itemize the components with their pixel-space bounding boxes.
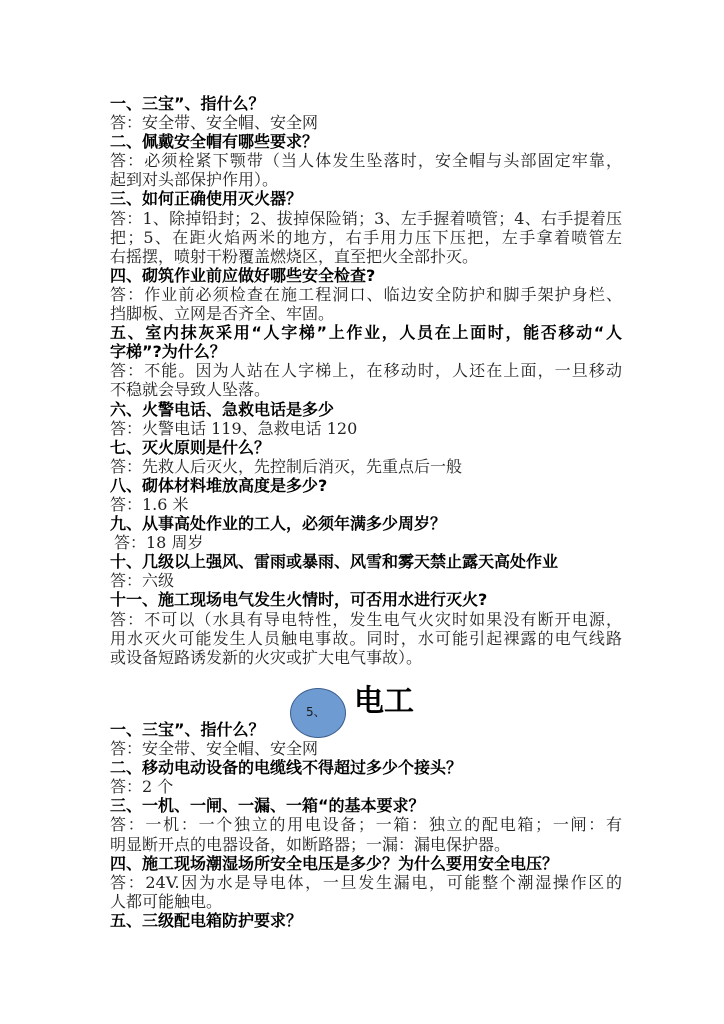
question-line: 三、如何正确使用灭火器？ (110, 189, 303, 209)
answer-line: 答：24V.因为水是导电体，一旦发生漏电，可能整个潮湿操作区的 (110, 872, 622, 892)
question-line: 三、一机、一闸、一漏、一箱“的基本要求？ (110, 796, 425, 816)
question-line: 五、三级配电箱防护要求？ (110, 910, 303, 930)
answer-line: 答：1、除掉铅封；2、拔掉保险销；3、左手握着喷管；4、右手提着压 (110, 208, 622, 228)
answer-line: 答：不可以（水具有导电特性，发生电气火灾时如果没有断开电源， (110, 609, 622, 629)
qa-item (110, 911, 630, 930)
answer-line: 右摇摆，喷射干粉覆盖燃烧区，直至把火全部扑灭。 (110, 246, 479, 266)
answer-line: 起到对头部保护作用）。 (110, 170, 279, 190)
question-line: 十一、施工现场电气发生火情时，可否用水进行灭火? (110, 590, 488, 610)
qa-section-general (110, 94, 630, 667)
answer-line: 答：火警电话 119、急救电话 120 (110, 418, 358, 438)
answer-line: 答：先救人后灭火，先控制后消灭，先重点后一般 (110, 456, 463, 476)
answer-line: 答：18 周岁 (114, 533, 204, 553)
question-line: 六、火警电话、急救电话是多少 (110, 399, 335, 419)
question-line: 四、砌筑作业前应做好哪些安全检查? (110, 265, 376, 285)
question-line: 字梯”?为什么？ (110, 342, 226, 362)
qa-item (110, 796, 630, 853)
qa-item (110, 552, 630, 590)
question-line: 一、三宝”、指什么？ (110, 94, 265, 113)
question-line: 九、从事高处作业的工人，必须年满多少周岁？ (110, 514, 447, 534)
qa-item (110, 189, 630, 265)
qa-item (110, 94, 630, 132)
answer-line: 不稳就会导致人坠落。 (110, 380, 271, 400)
qa-item (110, 323, 630, 399)
question-line: 八、砌体材料堆放高度是多少? (110, 475, 328, 495)
qa-section-electrician (110, 720, 630, 930)
answer-line: 明显断开点的电器设备，如断路器；一漏：漏电保护器。 (110, 834, 511, 854)
qa-item (110, 758, 630, 796)
answer-line: 答：2 个 (110, 777, 174, 797)
answer-line: 答：一机：一个独立的用电设备；一箱：独立的配电箱；一闸：有 (110, 815, 622, 835)
question-line: 一、三宝”、指什么？ (110, 720, 265, 739)
answer-line: 把；5、在距火焰两米的地方，右手用力压下压把，左手拿着喷管左 (110, 227, 622, 247)
qa-item (110, 854, 630, 911)
section-title: 电工 (354, 684, 414, 719)
answer-line: 挡脚板、立网是否齐全、牢固。 (110, 304, 335, 324)
question-line: 四、施工现场潮湿场所安全电压是多少？为什么要用安全电压？ (110, 853, 559, 873)
answer-line: 用水灭火可能发生人员触电事故。同时，水可能引起裸露的电气线路 (110, 628, 622, 648)
qa-item (110, 590, 630, 666)
answer-line: 或设备短路诱发新的火灾或扩大电气事故）。 (110, 647, 423, 667)
answer-line: 答：作业前必须检查在施工程洞口、临边安全防护和脚手架护身栏、 (110, 284, 622, 304)
qa-item (110, 400, 630, 438)
question-line: 二、移动电动设备的电缆线不得超过多少个接头？ (110, 758, 463, 778)
answer-line: 答：六级 (110, 571, 175, 591)
question-line: 七、灭火原则是什么？ (110, 437, 271, 457)
answer-line: 答：1.6 米 (110, 494, 189, 514)
qa-item (110, 514, 630, 552)
qa-item (110, 720, 630, 758)
answer-line: 答：安全带、安全帽、安全网 (110, 113, 319, 133)
qa-item (110, 266, 630, 323)
question-line: 二、佩戴安全帽有哪些要求？ (110, 132, 319, 152)
qa-item (110, 476, 630, 514)
qa-item (110, 438, 630, 476)
section-number: 5、 (306, 705, 326, 719)
qa-item (110, 132, 630, 189)
answer-line: 答：安全带、安全帽、安全网 (110, 739, 319, 759)
answer-line: 答：必须栓紧下颚带（当人体发生坠落时，安全帽与头部固定牢靠， (110, 151, 622, 171)
question-line: 十、几级以上强风、雷雨或暴雨、风雪和雾天禁止露天高处作业 (110, 552, 559, 572)
answer-line: 人都可能触电。 (110, 891, 223, 911)
question-line: 五、室内抹灰采用“人字梯”上作业，人员在上面时，能否移动“人 (110, 323, 622, 343)
answer-line: 答：不能。因为人站在人字梯上，在移动时，人还在上面，一旦移动 (110, 361, 622, 381)
